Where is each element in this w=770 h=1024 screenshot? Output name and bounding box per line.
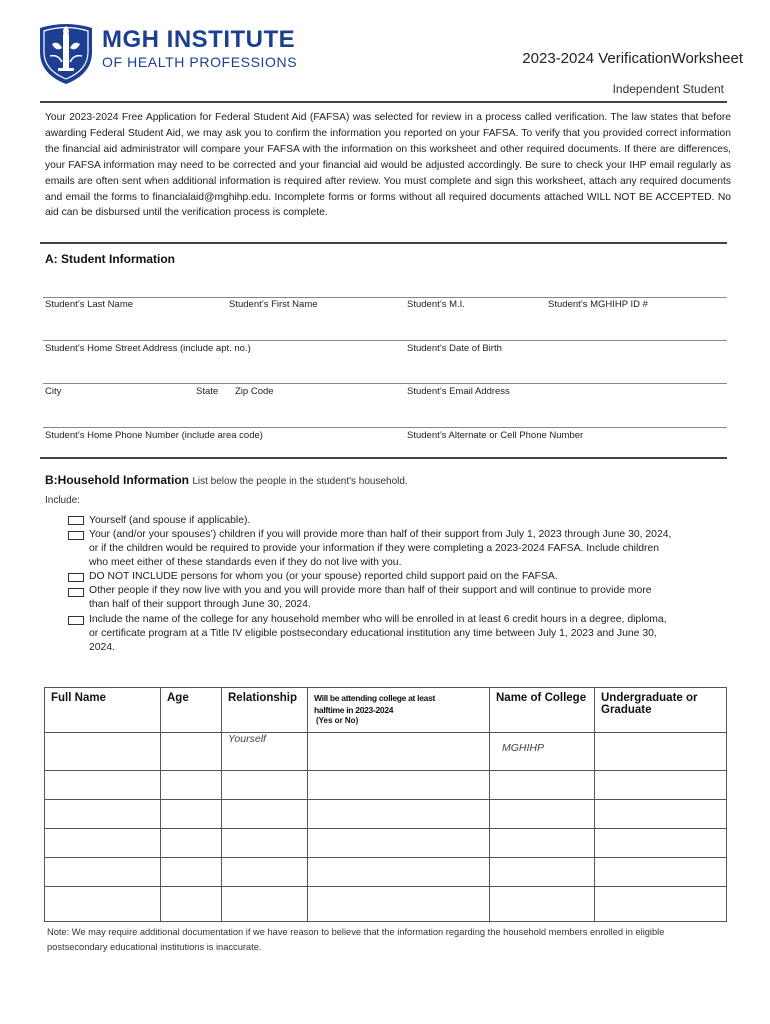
checklist-item-college: Include the name of the college for any household member who will be enrolled in at least 6 credit hours in a degree, diploma, or certificate program at a Title IV eligible postsecondary educational institution any time between July 1, 2023 and June 30, 2024. bbox=[89, 614, 667, 653]
document-title: 2023-2024 VerificationWorksheet bbox=[522, 50, 743, 67]
checkbox-yourself[interactable] bbox=[68, 516, 84, 525]
cell-full-name[interactable] bbox=[45, 887, 161, 922]
logo-shield-icon bbox=[38, 18, 94, 86]
last-name-field[interactable]: Student’s Last Name bbox=[45, 299, 134, 310]
table-row bbox=[45, 858, 727, 887]
cell-college[interactable] bbox=[490, 771, 595, 800]
section-a-divider bbox=[40, 457, 727, 459]
cell-full-name[interactable] bbox=[45, 829, 161, 858]
field-line bbox=[43, 297, 727, 298]
checkbox-other-people[interactable] bbox=[68, 588, 84, 597]
cell-college[interactable] bbox=[490, 858, 595, 887]
cell-college[interactable] bbox=[490, 800, 595, 829]
header-divider bbox=[40, 101, 727, 103]
cell-age[interactable] bbox=[161, 887, 222, 922]
logo-wordmark-primary: MGH INSTITUTE bbox=[102, 26, 296, 53]
cell-attending[interactable] bbox=[308, 733, 490, 771]
section-a-heading: A: Student Information bbox=[45, 252, 175, 266]
home-phone-field[interactable]: Student’s Home Phone Number (include area code) bbox=[45, 430, 263, 441]
household-table bbox=[44, 687, 727, 922]
table-row bbox=[45, 887, 727, 922]
checkbox-college[interactable] bbox=[68, 616, 84, 625]
cell-attending[interactable] bbox=[308, 771, 490, 800]
zip-code-field[interactable]: Zip Code bbox=[235, 386, 274, 397]
alternate-phone-field[interactable]: Student’s Alternate or Cell Phone Number bbox=[407, 430, 584, 441]
checklist-item-yourself: Yourself (and spouse if applicable). bbox=[89, 515, 251, 526]
header-age: Age bbox=[161, 688, 222, 733]
cell-full-name[interactable] bbox=[45, 733, 161, 771]
email-field[interactable]: Student’s Email Address bbox=[407, 386, 510, 397]
intro-divider bbox=[40, 242, 727, 244]
document-subtitle: Independent Student bbox=[612, 82, 724, 96]
cell-age[interactable] bbox=[161, 771, 222, 800]
checklist-item-exclude: DO NOT INCLUDE persons for whom you (or your spouse) reported child support paid on the FAFSA. bbox=[89, 571, 558, 582]
cell-age[interactable] bbox=[161, 858, 222, 887]
cell-relationship[interactable] bbox=[222, 771, 308, 800]
header-attending-college: Will be attending college at least halftime in 2023-2024 (Yes or No) bbox=[308, 688, 490, 733]
state-field[interactable]: State bbox=[196, 386, 219, 397]
table-row bbox=[45, 733, 727, 771]
checklist-item-other-people: Other people if they now live with you and you will provide more than half of their support and will continue to provide more than half of their support through June 30, 2024. bbox=[89, 585, 652, 610]
cell-relationship[interactable] bbox=[222, 858, 308, 887]
checkbox-exclude-child-support[interactable] bbox=[68, 573, 84, 582]
include-label: Include: bbox=[45, 495, 81, 506]
header-level: Undergraduate or Graduate bbox=[595, 688, 727, 733]
cell-attending[interactable] bbox=[308, 829, 490, 858]
city-field[interactable]: City bbox=[45, 386, 62, 397]
cell-level[interactable] bbox=[595, 829, 727, 858]
cell-age[interactable] bbox=[161, 733, 222, 771]
table-row bbox=[45, 829, 727, 858]
field-line bbox=[43, 340, 727, 341]
home-address-field[interactable]: Student’s Home Street Address (include apt. no.) bbox=[45, 343, 251, 354]
cell-relationship[interactable] bbox=[222, 829, 308, 858]
cell-age[interactable] bbox=[161, 829, 222, 858]
field-line bbox=[43, 427, 727, 428]
cell-college[interactable]: MGHIHP bbox=[490, 733, 595, 771]
header-relationship: Relationship bbox=[222, 688, 308, 733]
date-of-birth-field[interactable]: Student’s Date of Birth bbox=[407, 343, 502, 354]
section-b-heading: B:Household Information bbox=[45, 473, 189, 487]
section-b-description: List below the people in the student's household. bbox=[192, 476, 408, 487]
cell-full-name[interactable] bbox=[45, 858, 161, 887]
cell-relationship[interactable] bbox=[222, 800, 308, 829]
header-full-name: Full Name bbox=[45, 688, 161, 733]
intro-paragraph: Your 2023-2024 Free Application for Federal Student Aid (FAFSA) was selected for review in a process called verification. The law states that before awarding Federal Student Aid, we may ask you to confirm the information you reported on your FAFSA. To verify that you provided correct information the financial aid administrator will compare your FAFSA with the information on this worksheet and other required documents. If there are differences, your FAFSA information may need to be corrected and your financial aid would be adjusted accordingly. Be sure to check your IHP email regularly as emails are often sent when additional information is required after review. You must complete and sign this worksheet, attach any required documents and email the forms to financialaid@mghihp.edu. Incomplete forms or forms without all required documents attached WILL NOT BE ACCEPTED. No aid can be disbursed until the verification process is complete. bbox=[45, 112, 731, 219]
table-header-row bbox=[45, 688, 727, 733]
cell-full-name[interactable] bbox=[45, 771, 161, 800]
cell-level[interactable] bbox=[595, 887, 727, 922]
cell-full-name[interactable] bbox=[45, 800, 161, 829]
middle-initial-field[interactable]: Student’s M.I. bbox=[407, 299, 465, 310]
table-row bbox=[45, 800, 727, 829]
cell-level[interactable] bbox=[595, 800, 727, 829]
cell-relationship[interactable]: Yourself bbox=[222, 733, 308, 771]
cell-relationship[interactable] bbox=[222, 887, 308, 922]
cell-college[interactable] bbox=[490, 887, 595, 922]
logo-wordmark-secondary: OF HEALTH PROFESSIONS bbox=[102, 54, 298, 70]
table-row bbox=[45, 771, 727, 800]
header-college-name: Name of College bbox=[490, 688, 595, 733]
checkbox-children[interactable] bbox=[68, 531, 84, 540]
cell-attending[interactable] bbox=[308, 800, 490, 829]
cell-level[interactable] bbox=[595, 733, 727, 771]
field-line bbox=[43, 383, 727, 384]
footer-note: Note: We may require additional documentation if we have reason to believe that the information regarding the household members enrolled in eligible postsecondary educational institutions is inaccurate. bbox=[47, 927, 665, 952]
cell-attending[interactable] bbox=[308, 887, 490, 922]
first-name-field[interactable]: Student’s First Name bbox=[229, 299, 318, 310]
cell-level[interactable] bbox=[595, 858, 727, 887]
section-b-heading-row bbox=[45, 473, 408, 487]
cell-age[interactable] bbox=[161, 800, 222, 829]
cell-college[interactable] bbox=[490, 829, 595, 858]
checklist-item-children: Your (and/or your spouses’) children if you will provide more than half of their support from July 1, 2023 through June 30, 2024, or if the children would be required to provide your information if they were completing a 2023-2024 FAFSA. Include children who meet either of these standards even if they do not live with you. bbox=[89, 529, 672, 568]
cell-level[interactable] bbox=[595, 771, 727, 800]
student-id-field[interactable]: Student’s MGHIHP ID # bbox=[548, 299, 648, 310]
cell-attending[interactable] bbox=[308, 858, 490, 887]
